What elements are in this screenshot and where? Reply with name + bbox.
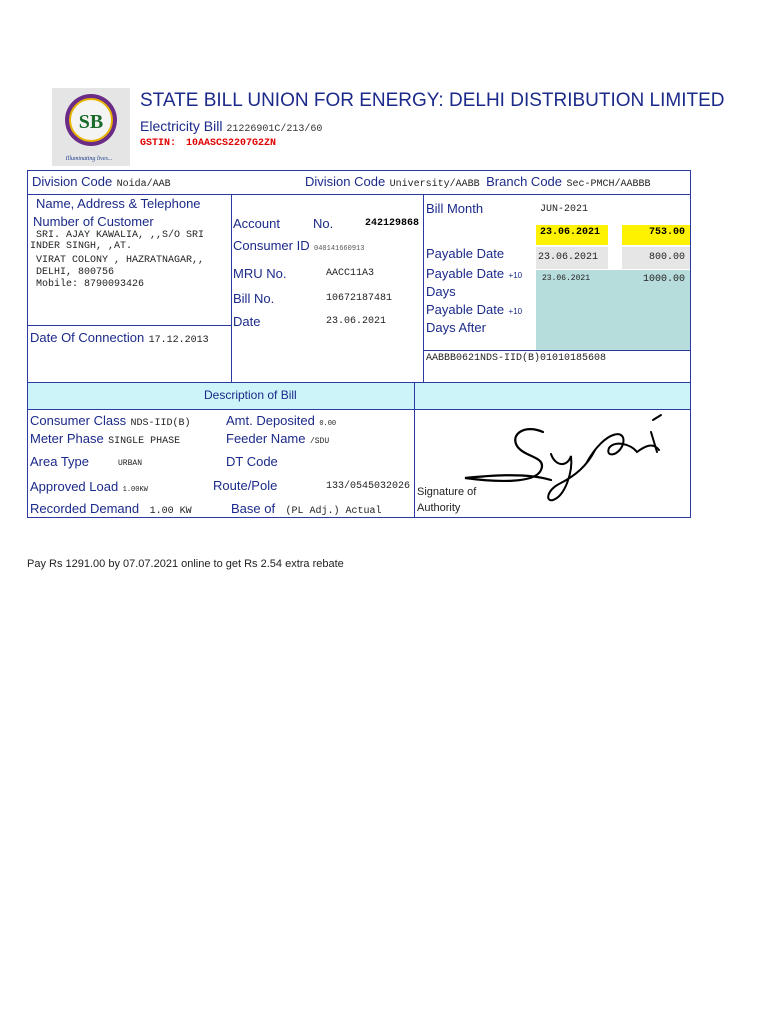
col-divider-1 (231, 194, 232, 382)
row2-date: 23.06.2021 (538, 252, 599, 263)
company-logo (52, 88, 130, 166)
row-divider-ref-top (423, 350, 691, 351)
customer-line-4: DELHI, 800756 (36, 267, 115, 278)
mru-label: MRU No. (233, 266, 287, 281)
division-code-group (32, 173, 171, 191)
gstin-value: 10AASCS2207G2ZN (186, 138, 277, 149)
bill-month-value: JUN-2021 (540, 204, 589, 215)
base-of-group (231, 500, 382, 518)
customer-line-5: Mobile: 8790093426 (36, 279, 145, 290)
row1-date: 23.06.2021 (540, 227, 601, 238)
approved-load-value: 1.00KW (122, 486, 148, 494)
frame-right (690, 170, 691, 518)
consumer-id-group (233, 237, 364, 255)
account-no-label: No. (313, 216, 334, 231)
route-pole-label: Route/Pole (213, 478, 278, 493)
customer-line-3: VIRAT COLONY , HAZRATNAGAR,, (36, 255, 205, 266)
area-type-label: Area Type (30, 454, 90, 469)
recorded-demand-group (30, 500, 192, 518)
payable-date-10-label: Payable Date (426, 266, 505, 281)
consumer-class-value: NDS-IID(B) (130, 418, 191, 429)
feeder-name-value: /SDU (309, 437, 330, 446)
division-code2-group (305, 173, 650, 191)
row3-date: 23.06.2021 (542, 274, 591, 283)
meter-phase-value: SINGLE PHASE (108, 436, 181, 447)
consumer-id-value: 040141660913 (314, 245, 365, 253)
consumer-id-label: Consumer ID (233, 238, 310, 253)
amt-deposited-group (226, 412, 336, 430)
days-label: Days (426, 284, 456, 299)
signature-label-1: Signature of (417, 486, 477, 498)
amt-deposited-label: Amt. Deposited (226, 413, 315, 428)
payable-date-10-after-group (426, 301, 522, 319)
frame-top (27, 170, 691, 171)
mru-value: AACC11A3 (326, 268, 375, 279)
company-title: STATE BILL UNION FOR ENERGY: DELHI DISTRIBUTION LIMITED (140, 90, 725, 111)
col-divider-2 (423, 194, 424, 382)
amt-deposited-value: 0.00 (319, 420, 337, 428)
bill-subtitle-number: 21226901C/213/60 (226, 124, 323, 135)
base-of-label: Base of (231, 501, 276, 516)
logo-tagline: Illuminating lives... (65, 156, 113, 162)
frame-left (27, 170, 28, 518)
bill-no-label: Bill No. (233, 291, 275, 306)
branch-code-value: Sec-PMCH/AABBB (566, 179, 651, 190)
row2-amount: 800.00 (649, 252, 686, 263)
meter-phase-label: Meter Phase (30, 431, 104, 446)
division-code2-value: University/AABB (389, 179, 480, 190)
division-code-label: Division Code (32, 174, 113, 189)
date-value: 23.06.2021 (326, 316, 387, 327)
date-label: Date (233, 314, 261, 329)
plus10-after-label: +10 (508, 307, 523, 316)
branch-code-label: Branch Code (486, 174, 563, 189)
payable-date-label: Payable Date (426, 246, 505, 261)
row-divider-2 (27, 382, 691, 383)
col-divider-3 (414, 382, 415, 518)
number-of-customer-label: Number of Customer (33, 214, 154, 229)
approved-load-group (30, 478, 148, 496)
signature-label-2: Authority (417, 502, 461, 514)
route-pole-value: 133/0545032026 (326, 481, 411, 492)
bill-subtitle (140, 118, 322, 135)
account-label: Account (233, 216, 280, 231)
dt-code-label: DT Code (226, 454, 278, 469)
payable-date-10-group (426, 265, 522, 283)
division-code2-label: Division Code (305, 174, 386, 189)
division-code-value: Noida/AAB (116, 179, 171, 190)
days-after-label: Days After (426, 320, 486, 335)
bill-subtitle-label: Electricity Bill (140, 118, 223, 134)
feeder-name-label: Feeder Name (226, 431, 306, 446)
row-divider-conn (27, 325, 231, 326)
approved-load-label: Approved Load (30, 479, 119, 494)
gstin (140, 138, 276, 149)
customer-line-1: SRI. AJAY KAWALIA, ,,S/O SRI (36, 230, 205, 241)
description-header-bar (28, 383, 690, 409)
gstin-label: GSTIN: (140, 138, 177, 149)
payable-date-10-after-label: Payable Date (426, 302, 505, 317)
recorded-demand-value: 1.00 KW (149, 506, 192, 517)
recorded-demand-label: Recorded Demand (30, 501, 140, 516)
bill-reference: AABBB0621NDS-IID(B)01010185608 (426, 353, 607, 364)
row-divider-1 (27, 194, 691, 195)
date-of-connection-group (30, 329, 209, 347)
rebate-notice: Pay Rs 1291.00 by 07.07.2021 online to get Rs 2.54 extra rebate (27, 558, 344, 570)
row1-amount: 753.00 (649, 227, 686, 238)
area-type-value: URBAN (118, 459, 143, 468)
date-of-connection-label: Date Of Connection (30, 330, 145, 345)
consumer-class-label: Consumer Class (30, 413, 127, 428)
bill-no-value: 10672187481 (326, 293, 393, 304)
meter-phase-group (30, 430, 180, 448)
authority-signature (455, 410, 675, 510)
bill-month-label: Bill Month (426, 201, 484, 216)
description-header: Description of Bill (204, 388, 297, 402)
logo-letters: SB (78, 111, 104, 133)
consumer-class-group (30, 412, 191, 430)
date-of-connection-value: 17.12.2013 (148, 335, 209, 346)
row3-amount: 1000.00 (643, 274, 686, 285)
base-of-value: (PL Adj.) Actual (285, 506, 382, 517)
account-number-value: 242129868 (365, 218, 420, 229)
plus10-label: +10 (508, 271, 523, 280)
customer-line-2: INDER SINGH, ,AT. (30, 241, 133, 252)
feeder-name-group (226, 430, 329, 448)
name-address-label: Name, Address & Telephone (36, 196, 201, 211)
